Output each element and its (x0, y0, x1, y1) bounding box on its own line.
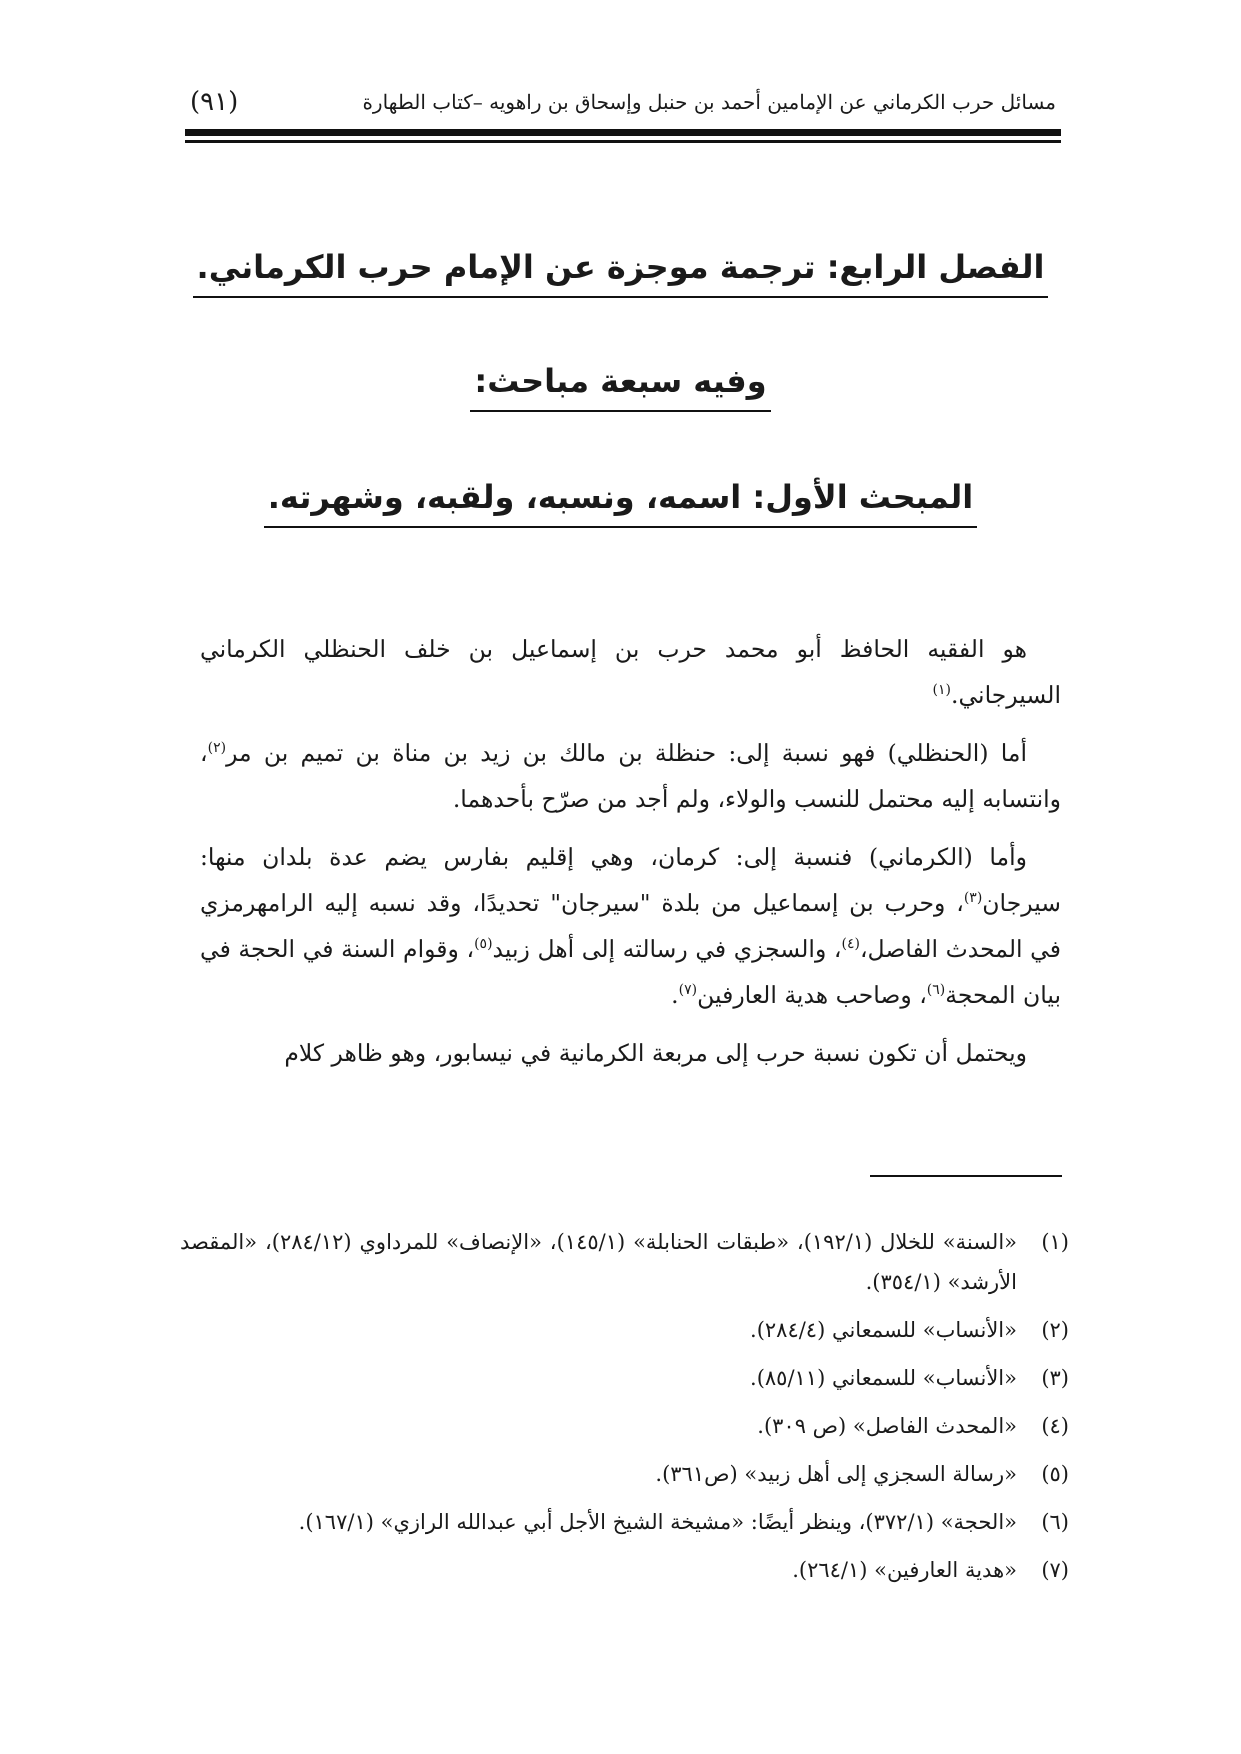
footnote-item (180, 1406, 1069, 1446)
footnote-item (180, 1550, 1069, 1590)
footnote-item (180, 1454, 1069, 1494)
footnote-number: (٣) (1041, 1366, 1069, 1390)
chapter-heading (0, 248, 1241, 298)
footnote-number: (٤) (1041, 1414, 1069, 1438)
paragraph-1: هو الفقيه الحافظ أبو محمد حرب بن إسماعيل بن خلف الحنظلي الكرماني السيرجاني.$^{(١)}$ (200, 635, 1061, 709)
body-text (200, 626, 1061, 1088)
page-number: (٩١) (190, 87, 239, 117)
footnote-number: (٢) (1041, 1318, 1069, 1342)
footnote-text: «رسالة السجزي إلى أهل زبيد» (ص٣٦١). (655, 1462, 1017, 1486)
sub-heading (0, 362, 1241, 412)
footnote-ref-6: (٦) (926, 982, 946, 999)
footnote-text: «الحجة» (٣٧٢/١)، وينظر أيضًا: «مشيخة الشيخ الأجل أبي عبدالله الرازي» (١٦٧/١). (298, 1510, 1017, 1534)
header-rule-thick (185, 129, 1061, 136)
header-rule-thin (185, 140, 1061, 143)
footnote-text: «هدية العارفين» (٢٦٤/١). (792, 1558, 1017, 1582)
section-heading (0, 478, 1241, 528)
footnote-number: (١) (1041, 1230, 1069, 1254)
footnote-number: (٦) (1041, 1510, 1069, 1534)
footnote-ref-4: (٤) (841, 936, 860, 953)
footnote-text: «السنة» للخلال (١٩٢/١)، «طبقات الحنابلة» (١٤٥/١)، «الإنصاف» للمرداوي (٢٨٤/١٢)، «المقصد الأرشد» (٣٥٤/١). (180, 1230, 1018, 1294)
paragraph-3: وأما (الكرماني) فنسبة إلى: كرمان، وهي إقليم بفارس يضم عدة بلدان منها: سيرجان$^{(٣)}$، وحرب بن إسماعيل من بلدة "سيرجان" تحديدًا، وقد نسبه إليه الرامهرمزي في المحدث الفاصل،$^{(٤)}$، والسجزي في رسالته إلى أهل زبيد$^{(٥)}$، وقوام السنة في الحجة في بيان المحجة$^{(٦)}$، وصاحب هدية العارفين$^{(٧)}$. (200, 843, 1061, 1009)
footnote-item (180, 1310, 1069, 1350)
paragraph-4: ويحتمل أن تكون نسبة حرب إلى مربعة الكرمانية في نيسابور، وهو ظاهر كلام (284, 1039, 1027, 1067)
running-title: مسائل حرب الكرماني عن الإمامين أحمد بن حنبل وإسحاق بن راهويه –كتاب الطهارة (362, 90, 1056, 114)
paragraph-2: أما (الحنظلي) فهو نسبة إلى: حنظلة بن مالك بن زيد بن مناة بن تميم بن مر$^{(٢)}$، وانتسابه إليه محتمل للنسب والولاء، ولم أجد من صرّح بأحدهما. (200, 739, 1061, 813)
sub-heading-text: وفيه سبعة مباحث: (470, 362, 770, 412)
footnote-ref-3: (٣) (963, 890, 983, 907)
footnote-text: «الأنساب» للسمعاني (٨٥/١١). (750, 1366, 1017, 1390)
chapter-heading-text: الفصل الرابع: ترجمة موجزة عن الإمام حرب الكرماني. (193, 248, 1049, 298)
footnote-text: «المحدث الفاصل» (ص ٣٠٩). (757, 1414, 1017, 1438)
footnote-item (180, 1358, 1069, 1398)
footnote-item (180, 1222, 1069, 1302)
page-header (190, 82, 1056, 122)
footnote-ref-1: (١) (932, 682, 951, 699)
section-heading-text: المبحث الأول: اسمه، ونسبه، ولقبه، وشهرته. (264, 478, 977, 528)
footnote-number: (٧) (1041, 1558, 1069, 1582)
footnote-ref-5: (٥) (474, 936, 493, 953)
footnote-text: «الأنساب» للسمعاني (٢٨٤/٤). (750, 1318, 1017, 1342)
footnote-separator (870, 1175, 1062, 1177)
footnote-number: (٥) (1041, 1462, 1069, 1486)
footnote-ref-2: (٢) (207, 740, 227, 757)
footnotes (180, 1222, 1069, 1598)
footnote-ref-7: (٧) (678, 982, 698, 999)
footnote-item (180, 1502, 1069, 1542)
